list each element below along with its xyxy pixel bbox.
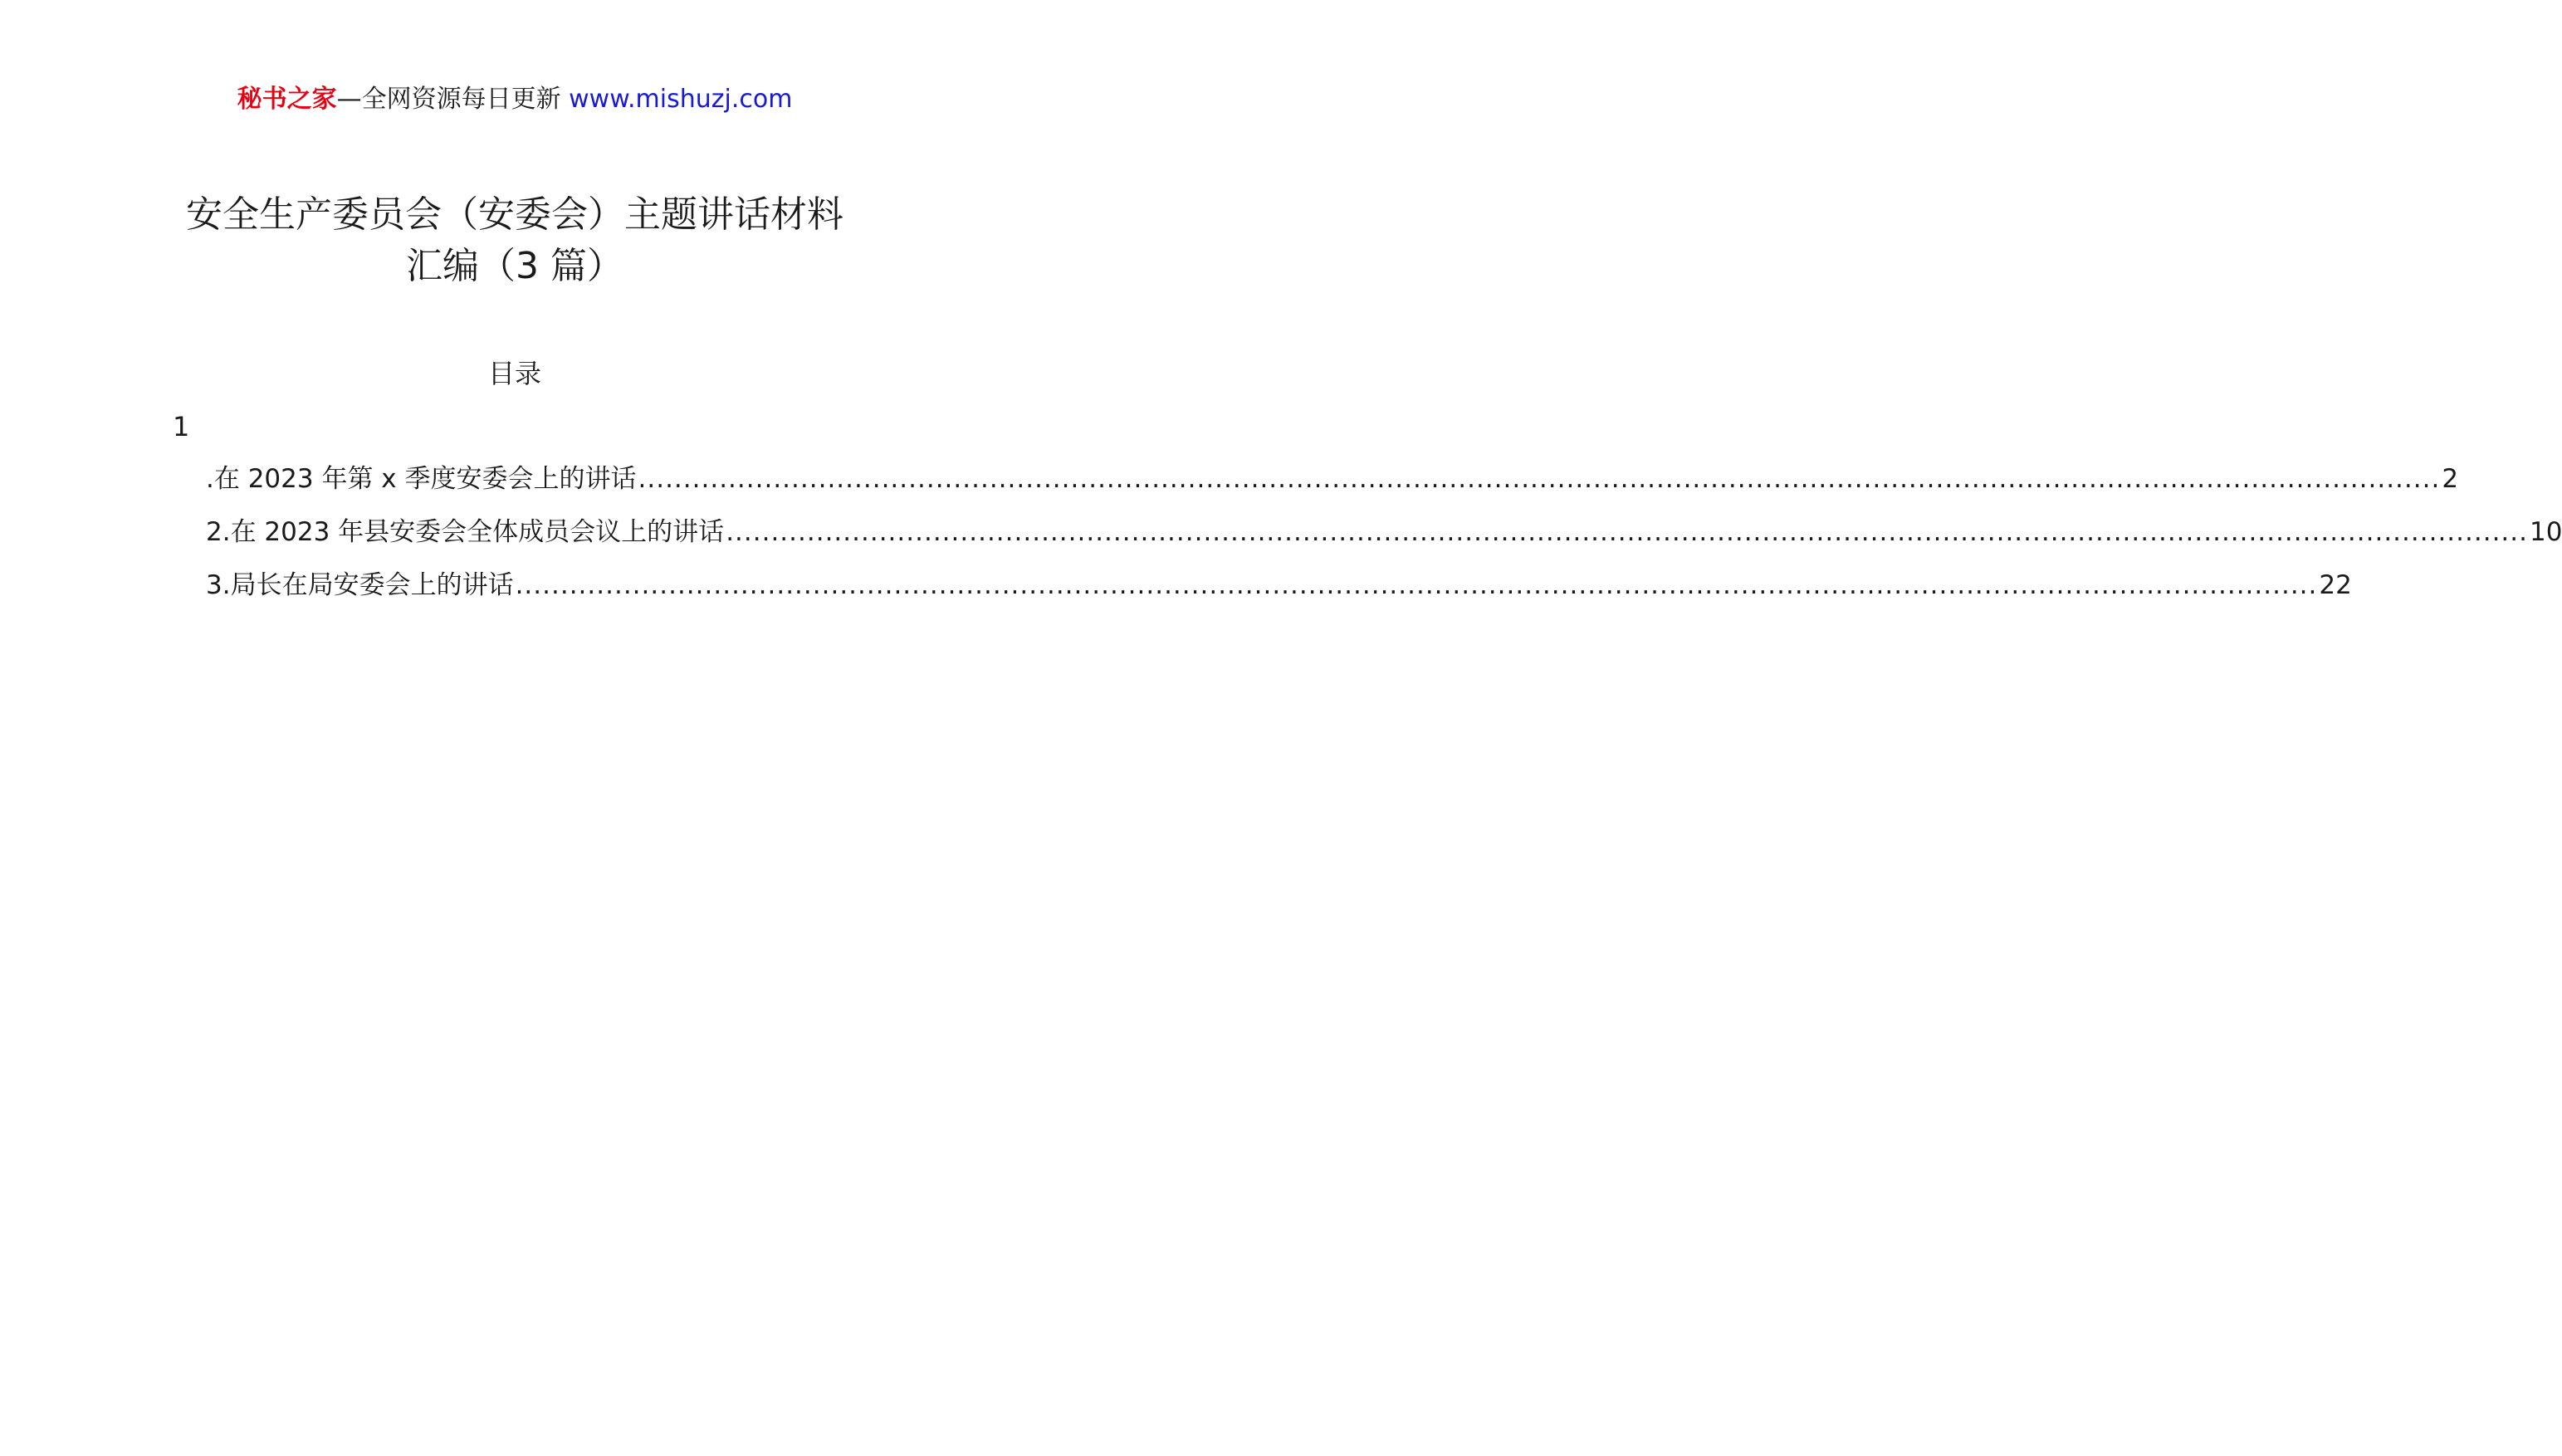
document-title — [116, 189, 913, 292]
toc-item-text: .在 2023 年第 x 季度安委会上的讲话 — [206, 464, 637, 494]
title-line-2: 汇编（3 篇） — [406, 245, 623, 287]
toc-item[interactable] — [206, 514, 2562, 567]
toc-leader-dots: ........................................................................................................................................................................................................ — [638, 464, 2441, 494]
site-header — [0, 83, 1029, 116]
toc-item-text: 3.局长在局安委会上的讲话 — [206, 570, 514, 600]
toc-leader-dots: ........................................................................................................................................................................................................ — [515, 570, 2318, 600]
toc-item-text: 2.在 2023 年县安委会全体成员会议上的讲话 — [206, 517, 725, 547]
toc-list — [206, 461, 2562, 620]
toc-item-page: 10 — [2530, 517, 2562, 547]
toc-heading: 目录 — [487, 358, 541, 389]
title-line-1: 安全生产委员会（安委会）主题讲话材料 — [186, 193, 843, 236]
site-url-link[interactable]: www.mishuzj.com — [569, 85, 793, 114]
toc-number: 1 — [173, 411, 190, 442]
toc-leader-dots: ........................................................................................................................................................................................................ — [726, 517, 2528, 547]
site-tagline: —全网资源每日更新 — [336, 85, 561, 114]
toc-item[interactable] — [206, 461, 2459, 514]
brand-name: 秘书之家 — [237, 85, 337, 114]
toc-item-page: 22 — [2319, 570, 2352, 600]
toc-item[interactable] — [206, 567, 2352, 620]
toc-item-page: 2 — [2442, 464, 2459, 494]
